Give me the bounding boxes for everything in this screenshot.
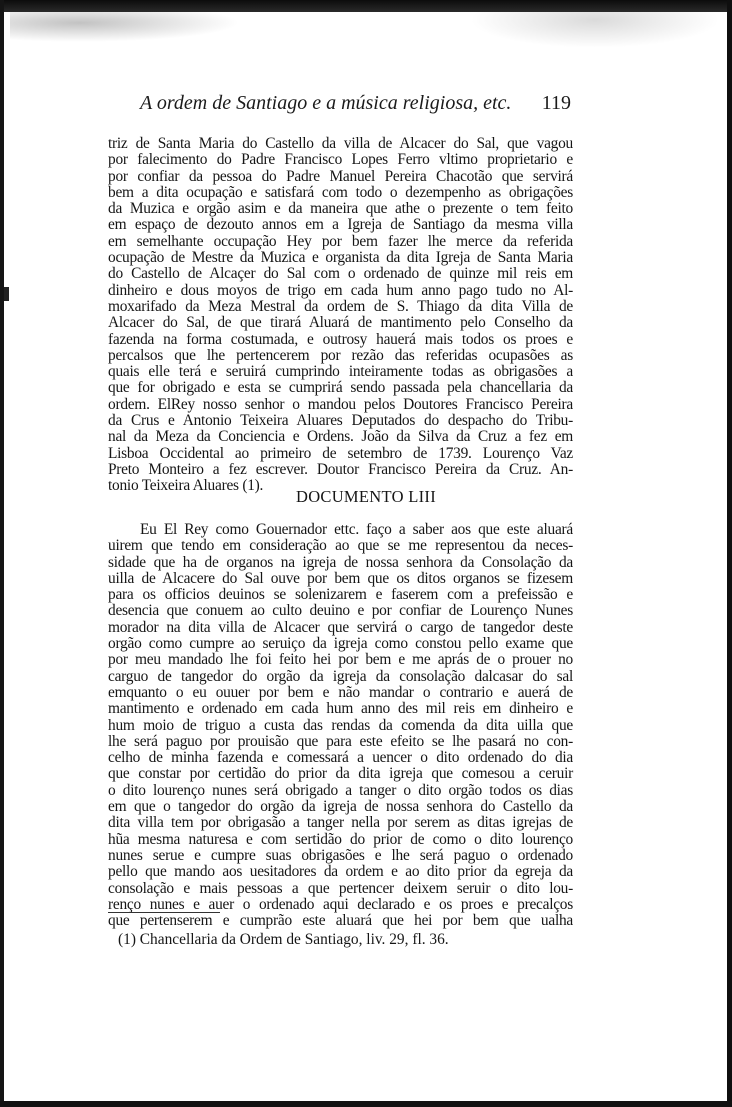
text-line: que constar por certidão do prior da dita igreja que comesou a ceruir (108, 765, 573, 783)
text-line: do Castello de Alcaçer do Sal com o ordenado de quinze mil reis em (108, 265, 573, 283)
text-line: pello que mando aos uesitadores da ordem e ao dito prior da egreja da (108, 863, 573, 881)
text-line: orgão como cumpre ao seruiço da igreja como constou pello exame que (108, 635, 573, 653)
text-line: desencia que conuem ao culto deuino e por confiar de Lourenço Nunes (108, 602, 573, 620)
text-line: morador na dita villa de Alcacer que servirá o cargo de tangedor deste (108, 618, 573, 636)
text-line: hũa mesma naturesa e com sertidão do prior de como o dito lourenço (108, 830, 573, 848)
text-line: uirem que tendo em consideração ao que se me representou da neces- (108, 537, 573, 555)
text-line: hum moio de triguo a custa das rendas da comenda da dita uilla que (108, 716, 573, 734)
footnote-rule (108, 912, 220, 913)
text-line: em semelhante occupação Hey por bem fazer lhe merce da referida (108, 232, 573, 250)
text-line: por meu mandado lhe foi feito hei por bem e me aprás de o prouer no (108, 651, 573, 669)
text-line: uilla de Alcacere do Sal ouve por bem que os ditos organos se fizesem (108, 569, 573, 587)
text-line: Preto Monteiro a fez escrever. Doutor Francisco Pereira da Cruz. An- (108, 460, 573, 478)
text-line: por falecimento do Padre Francisco Lopes Ferro vltimo proprietario e (108, 151, 573, 169)
scan-smudge (10, 10, 240, 42)
text-line: que pertenserem e cumprão este aluará que hei por bem que ualha (108, 912, 573, 930)
text-line: sidade que ha de organos na igreja de nossa senhora da Consolação da (108, 553, 573, 571)
text-line: por confiar da pessoa do Padre Manuel Pereira Chacotão que servirá (108, 167, 573, 185)
text-line: ocupação de Mestre da Muzica e organista da dita Igreja de Santa Maria (108, 249, 573, 267)
scan-border-top (0, 0, 732, 12)
text-line: o dito lourenço nunes será obrigado a tanger o dito orgão todos os dias (108, 781, 573, 799)
scan-border-left (0, 0, 4, 1107)
text-line: da Muzica e orgão asim e da maneira que athe o prezente o tem feito (108, 200, 573, 218)
text-line: mantimento e ordenado em cada hum anno des mil reis em dinheiro e (108, 700, 573, 718)
text-line: lhe será paguo por prouisão que para este efeito se lhe pasará no con- (108, 732, 573, 750)
document-body (108, 522, 573, 929)
footnote: (1) Chancellaria da Ordem de Santiago, liv. 29, fl. 36. (118, 931, 449, 948)
text-line: Eu El Rey como Gouernador ettc. faço a saber aos que este aluará (140, 521, 573, 538)
body-text-continued (108, 136, 573, 495)
text-line: para os officios deuinos se solenizarem e faserem com a prefeissão e (108, 586, 573, 604)
scan-border-right (727, 0, 732, 1107)
text-line: Alcacer do Sal, de que tirará Aluará de mantimento pelo Conselho da (108, 314, 573, 332)
text-line: emquanto o eu ouuer por bem e não mandar o contrario e auerá de (108, 683, 573, 701)
text-line: carguo de tangedor do orgão da igreja da consolação dalcasar do sal (108, 667, 573, 685)
text-line: Lisboa Occidental ao primeiro de setembro de 1739. Lourenço Vaz (108, 444, 573, 462)
text-line: da Crus e Antonio Teixeira Aluares Deputados do despacho do Tribu- (108, 412, 573, 430)
document-heading: DOCUMENTO LIII (295, 487, 436, 506)
scan-smudge (470, 8, 720, 48)
text-line: renço nunes e auer o ordenado aqui declarado e os proes e precalços (108, 895, 573, 913)
page-number: 119 (541, 92, 571, 114)
text-line: dita villa tem por obrigasão a tanger nella por serem as ditas igrejas de (108, 814, 573, 832)
text-line: bem a dita ocupação e satisfará com todo o dezempenho as obrigações (108, 183, 573, 201)
text-line: dinheiro e dous moyos de trigo em cada hum anno pago tudo no Al- (108, 281, 573, 299)
text-line: em que o tangedor do orgão da igreja de nossa senhora do Castello da (108, 798, 573, 816)
text-line: que for obrigado e esta se cumprirá sendo passada pela chancellaria da (108, 379, 573, 397)
text-line: nal da Meza da Conciencia e Ordens. João da Silva da Cruz a fez em (108, 428, 573, 446)
text-line: percalsos que lhe pertencerem por rezão das referidas ocupasões as (108, 346, 573, 364)
scan-border-bottom (0, 1101, 732, 1107)
running-title: A ordem de Santiago e a música religiosa, etc. (140, 92, 512, 114)
text-line: moxarifado da Meza Mestral da ordem de S. Thiago da dita Villa de (108, 297, 573, 315)
text-line: ordem. ElRey nosso senhor o mandou pelos Doutores Francisco Pereira (108, 395, 573, 413)
text-line: fazenda na forma costumada, e outrosy hauerá mais todos os proes e (108, 330, 573, 348)
text-line: nunes serue e cumpre suas obrigasões e lhe será paguo o ordenado (108, 846, 573, 864)
text-line: tonio Teixeira Aluares (1). (108, 477, 264, 495)
text-line: quais elle terá e seruirá cumprindo inteiramente todas as obrigasões a (108, 363, 573, 381)
page-header (140, 92, 580, 122)
text-line: consolação e mais pessoas a que pertencer deixem seruir o dito lou- (108, 879, 573, 897)
text-line: triz de Santa Maria do Castello da villa de Alcacer do Sal, que vagou (108, 135, 573, 152)
text-line: em espaço de dezouto annos em a Igreja de Santiago da mesma villa (108, 216, 573, 234)
text-line: celho de minha fazenda e comessará a uencer o dito ordenado do dia (108, 749, 573, 767)
scan-edge-mark (4, 287, 9, 301)
